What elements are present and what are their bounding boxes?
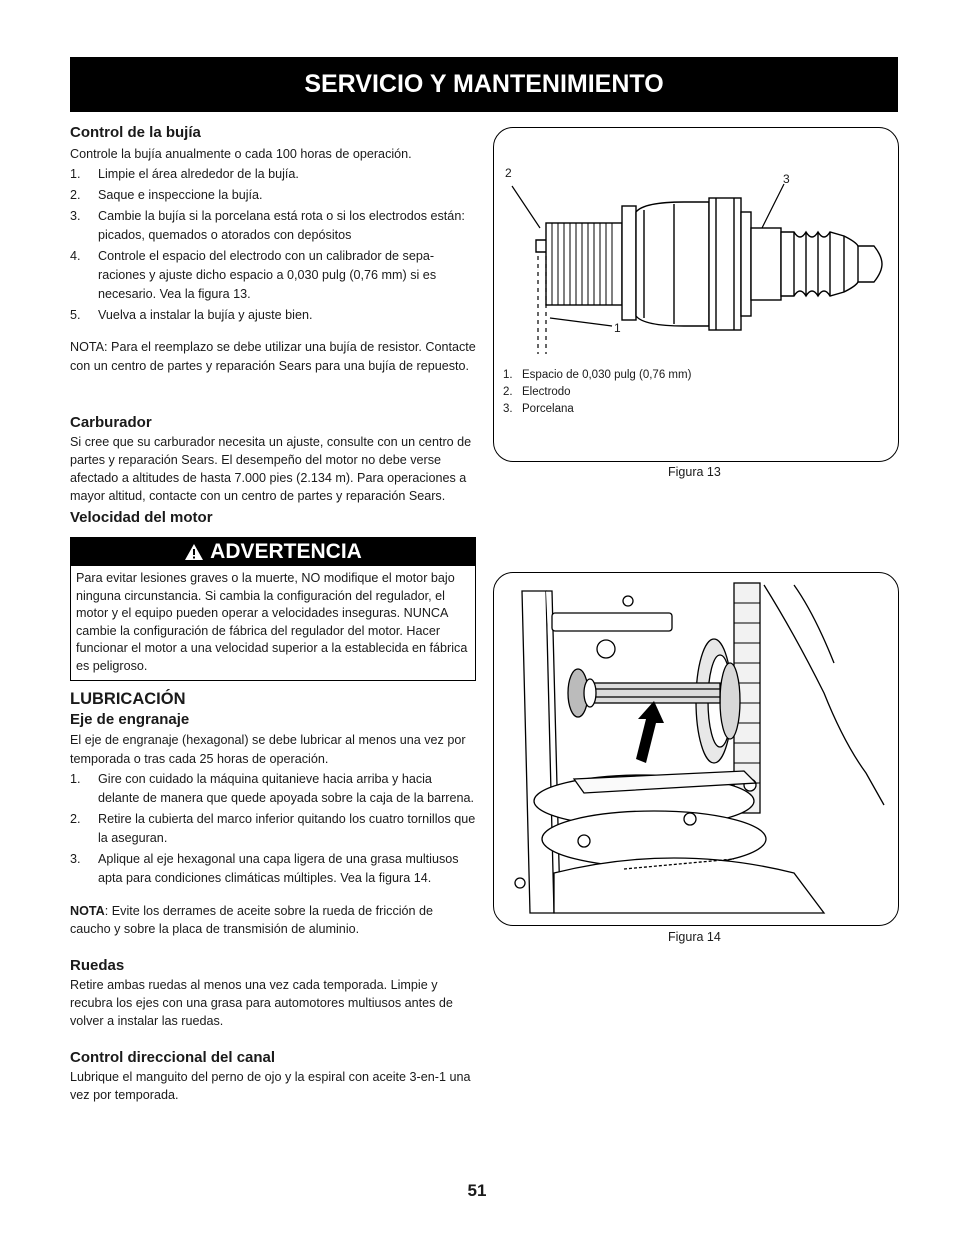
list-item: 2. Retire la cubierta del marco inferior quitando los cuatro tornillos que la aseguran. xyxy=(70,812,476,845)
list-item: 1. Gire con cuidado la máquina quitanieve hacia arriba y hacia delante de manera que quede apoyada sobre la caja de la barrena. xyxy=(70,772,474,805)
spark-plug-note: NOTA: Para el reemplazo se debe utilizar una bujía de resistor. Contacte con un centro de partes y reparación Sears para una bujía de repuesto. xyxy=(70,340,476,373)
note-label: NOTA xyxy=(70,904,105,918)
figure-14-frame xyxy=(493,572,899,926)
carburetor-heading: Carburador xyxy=(70,414,152,431)
legend-item: 2. Electrodo xyxy=(503,386,571,398)
note-text: : Evite los derrames de aceite sobre la rueda de fricción de caucho y sobre la placa de transmisión de aluminio. xyxy=(70,904,434,936)
callout-3: 3 xyxy=(783,172,790,186)
callout-1: 1 xyxy=(614,321,621,335)
list-item: 3. Aplique al eje hexagonal una capa ligera de una grasa multiusos apta para condiciones climáticas múltiples. Vea la figura 14. xyxy=(70,852,459,885)
warning-triangle-icon xyxy=(184,543,204,561)
gear-shaft-heading: Eje de engranaje xyxy=(70,711,190,728)
warning-title: ADVERTENCIA xyxy=(210,540,362,563)
carburetor-section xyxy=(70,413,476,505)
list-item: 2. Saque e inspeccione la bujía. xyxy=(70,188,263,202)
lubrication-section xyxy=(70,688,476,1104)
list-item: 3. Cambie la bujía si la porcelana está rota o si los electrodos están: picados, quemados o atorados con depósitos xyxy=(70,209,465,242)
chute-control-heading: Control direccional del canal xyxy=(70,1049,276,1066)
section-title: SERVICIO Y MANTENIMIENTO xyxy=(304,70,664,98)
warning-header xyxy=(71,538,475,566)
spark-plug-illustration xyxy=(494,128,898,368)
gear-shaft-note xyxy=(70,902,476,938)
spark-plug-section xyxy=(70,123,476,376)
gear-shaft-intro: El eje de engranaje (hexagonal) se debe lubricar al menos una vez por temporada o tras cada 25 horas de operación. xyxy=(70,733,466,766)
legend-item: 3. Porcelana xyxy=(503,403,574,415)
gear-shaft-steps xyxy=(70,770,476,888)
figure-14-caption: Figura 14 xyxy=(668,930,721,944)
legend-item: 1. Espacio de 0,030 pulg (0,76 mm) xyxy=(503,369,692,381)
list-item: 1. Limpie el área alrededor de la bujía. xyxy=(70,167,299,181)
section-banner xyxy=(70,57,898,112)
carburetor-text: Si cree que su carburador necesita un ajuste, consulte con un centro de partes y reparación Sears. El desempeño del motor no debe verse afectado a altitudes de hasta 7.000 pies (2.134 m). Para operaciones a mayor altitud, contacte con un centro de partes y reparación Sears. xyxy=(70,435,472,503)
engine-speed-heading: Velocidad del motor xyxy=(70,509,213,526)
wheels-heading: Ruedas xyxy=(70,957,125,974)
list-item: 4. Controle el espacio del electrodo con un calibrador de sepa- raciones y ajuste dicho espacio a 0,030 pulg (0,76 mm) si es necesario. Vea la figura 13. xyxy=(70,249,437,301)
gear-shaft-illustration xyxy=(494,573,898,925)
warning-text: Para evitar lesiones graves o la muerte, NO modifique el motor bajo ninguna circunstancia. Si cambia la configuración del regulador, el motor y el equipo pueden operar a velocidades inseguras. NUNCA cambie la configuración de fábrica del regulador del motor. Hacer funcionar el motor a una velocidad superior a la establecida en fábrica es peligroso. xyxy=(76,571,468,673)
wheels-text: Retire ambas ruedas al menos una vez cada temporada. Limpie y recubra los ejes con una grasa para automotores multiusos antes de volver a instalar las ruedas. xyxy=(70,978,453,1028)
chute-control-text: Lubrique el manguito del perno de ojo y la espiral con aceite 3-en-1 una vez por temporada. xyxy=(70,1070,471,1102)
list-item: 5. Vuelva a instalar la bujía y ajuste bien. xyxy=(70,308,313,322)
figure-13-legend xyxy=(503,367,691,418)
figure-13-caption: Figura 13 xyxy=(668,465,721,479)
warning-box xyxy=(70,537,476,681)
engine-speed-section xyxy=(70,508,476,528)
callout-2: 2 xyxy=(505,166,512,180)
spark-plug-intro: Controle la bujía anualmente o cada 100 horas de operación. xyxy=(70,147,412,161)
spark-plug-steps xyxy=(70,165,476,325)
spark-plug-heading: Control de la bujía xyxy=(70,124,201,141)
lubrication-heading: LUBRICACIÓN xyxy=(70,690,186,708)
page-number: 51 xyxy=(467,1181,487,1200)
